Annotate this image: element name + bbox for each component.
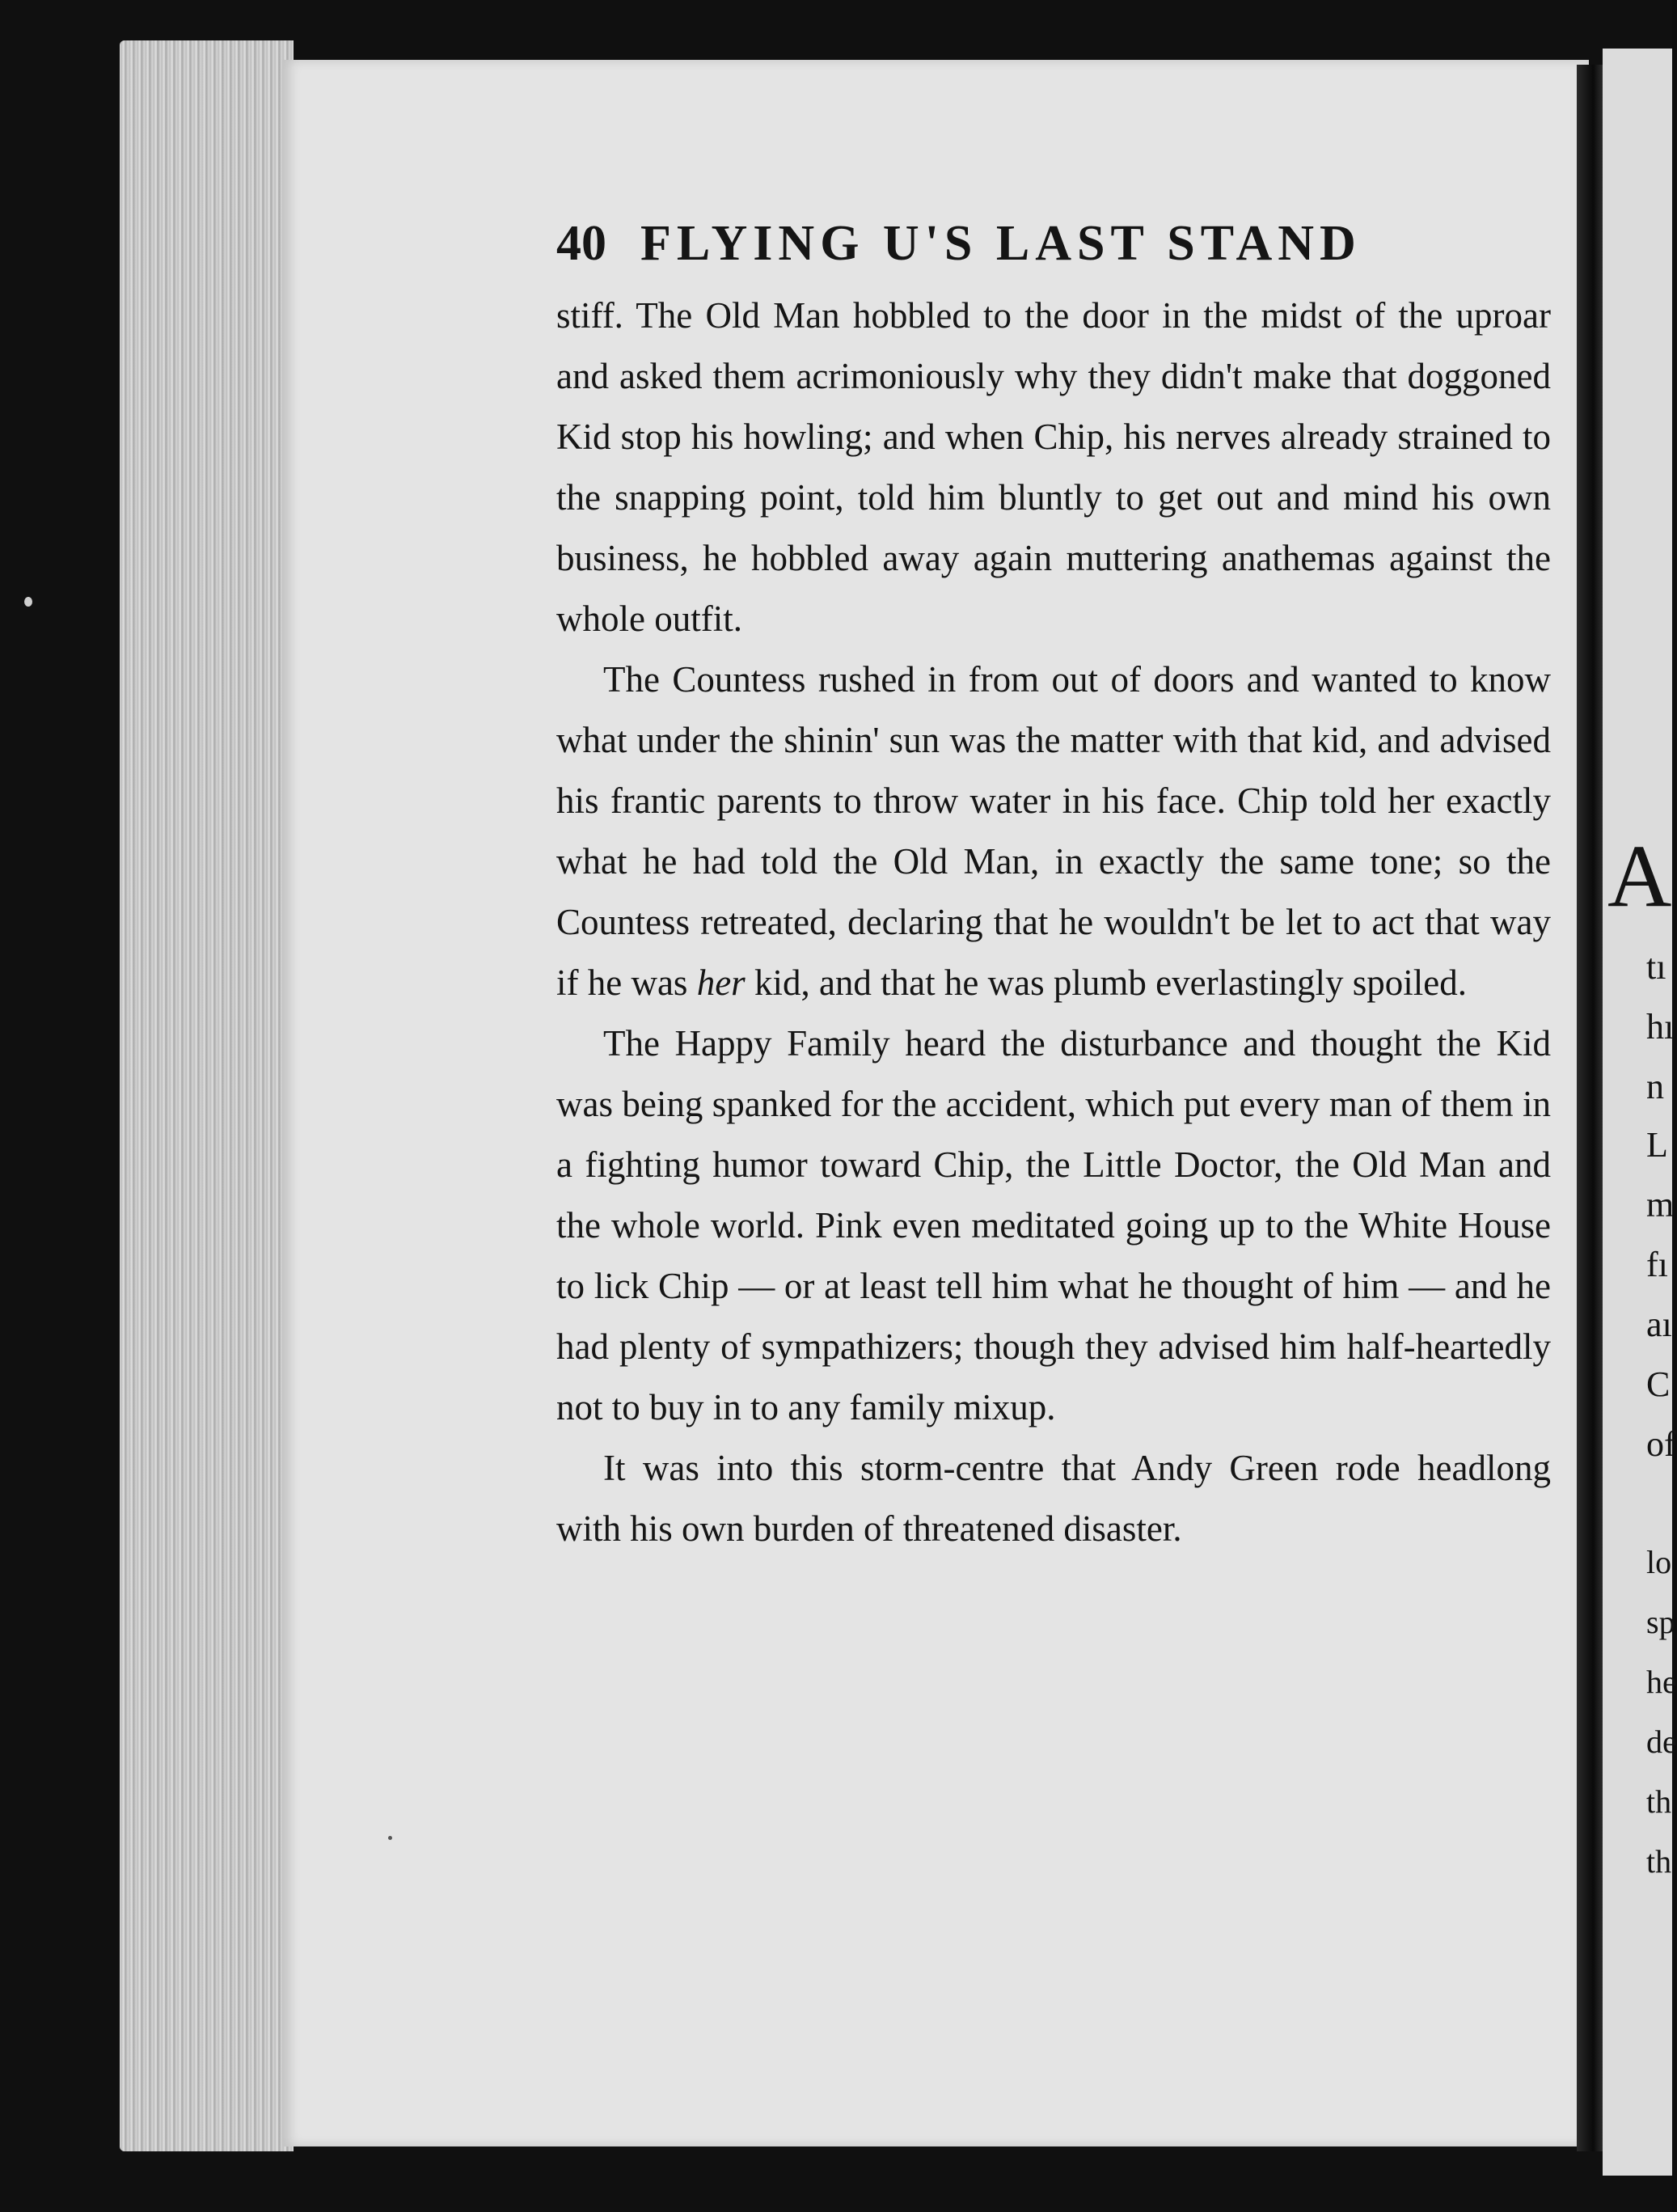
facing-page-fragment: L [1646,1125,1668,1165]
facing-page-fragment: C [1646,1364,1671,1404]
page-header [556,215,1551,273]
facing-page [1603,49,1677,2176]
body-text [556,285,1551,1559]
page-content [556,215,1551,1559]
facing-page-fragment: th [1646,1843,1672,1880]
facing-page-fragment: tı [1646,947,1666,987]
paragraph [556,649,1551,1013]
book-gutter [1577,65,1604,2151]
facing-page-fragment: de [1646,1723,1677,1760]
facing-page-fragment: A [1607,827,1672,925]
page-edges [120,40,294,2151]
facing-page-fragment: he [1646,1664,1677,1700]
facing-page-fragment: aı [1646,1305,1672,1344]
paragraph: The Happy Family heard the disturbance and thought the Kid was being spanked for the accident, which put every man of them in a fighting humor toward Chip, the Little Doctor, the Old Man and the whole world. Pink even meditated going up to the White House to lick Chip — or at least tell him what he thought of him — and he had plenty of sympathizers; though they advised him half-heartedly not to buy in to any family mixup. [556,1023,1551,1427]
paragraph: stiff. The Old Man hobbled to the door in the midst of the uproar and asked them acrimoniously why they didn't make that doggoned Kid stop his howling; and when Chip, his nerves already strained to the snapping point, told him bluntly to get out and mind his own business, he hobbled away again muttering anathemas against the whole outfit. [556,295,1551,639]
facing-page-fragment: hı [1646,1007,1675,1047]
paragraph-text: The Countess rushed in from out of doors and wanted to know what under the shinin' sun was the matter with that kid, and advised his frantic parents to throw water in his face. Chip told her exactly what he had told the Old Man, in exactly the same tone; so the Countess retreated, declaring that he wouldn't be let to act that way if he was [556,659,1551,1003]
paragraph-text: kid, and that he was plumb everlastingly spoiled. [745,962,1468,1003]
facing-page-fragment: fı [1646,1245,1668,1284]
facing-page-fragment: lo [1646,1544,1672,1580]
running-title: FLYING U'S LAST STAND [640,216,1362,271]
facing-page-fragment: n [1646,1067,1664,1106]
scan-speck [388,1836,392,1840]
scan-speck [24,597,32,607]
facing-page-fragment: sp [1646,1604,1675,1640]
page-number: 40 [556,216,606,271]
facing-page-fragment: m [1646,1185,1675,1224]
paragraph: It was into this storm-centre that Andy Green rode headlong with his own burden of threatened disaster. [556,1448,1551,1549]
facing-page-fragment: th [1646,1783,1672,1820]
italic-word: her [696,962,746,1003]
facing-page-fragment: of [1646,1424,1676,1464]
